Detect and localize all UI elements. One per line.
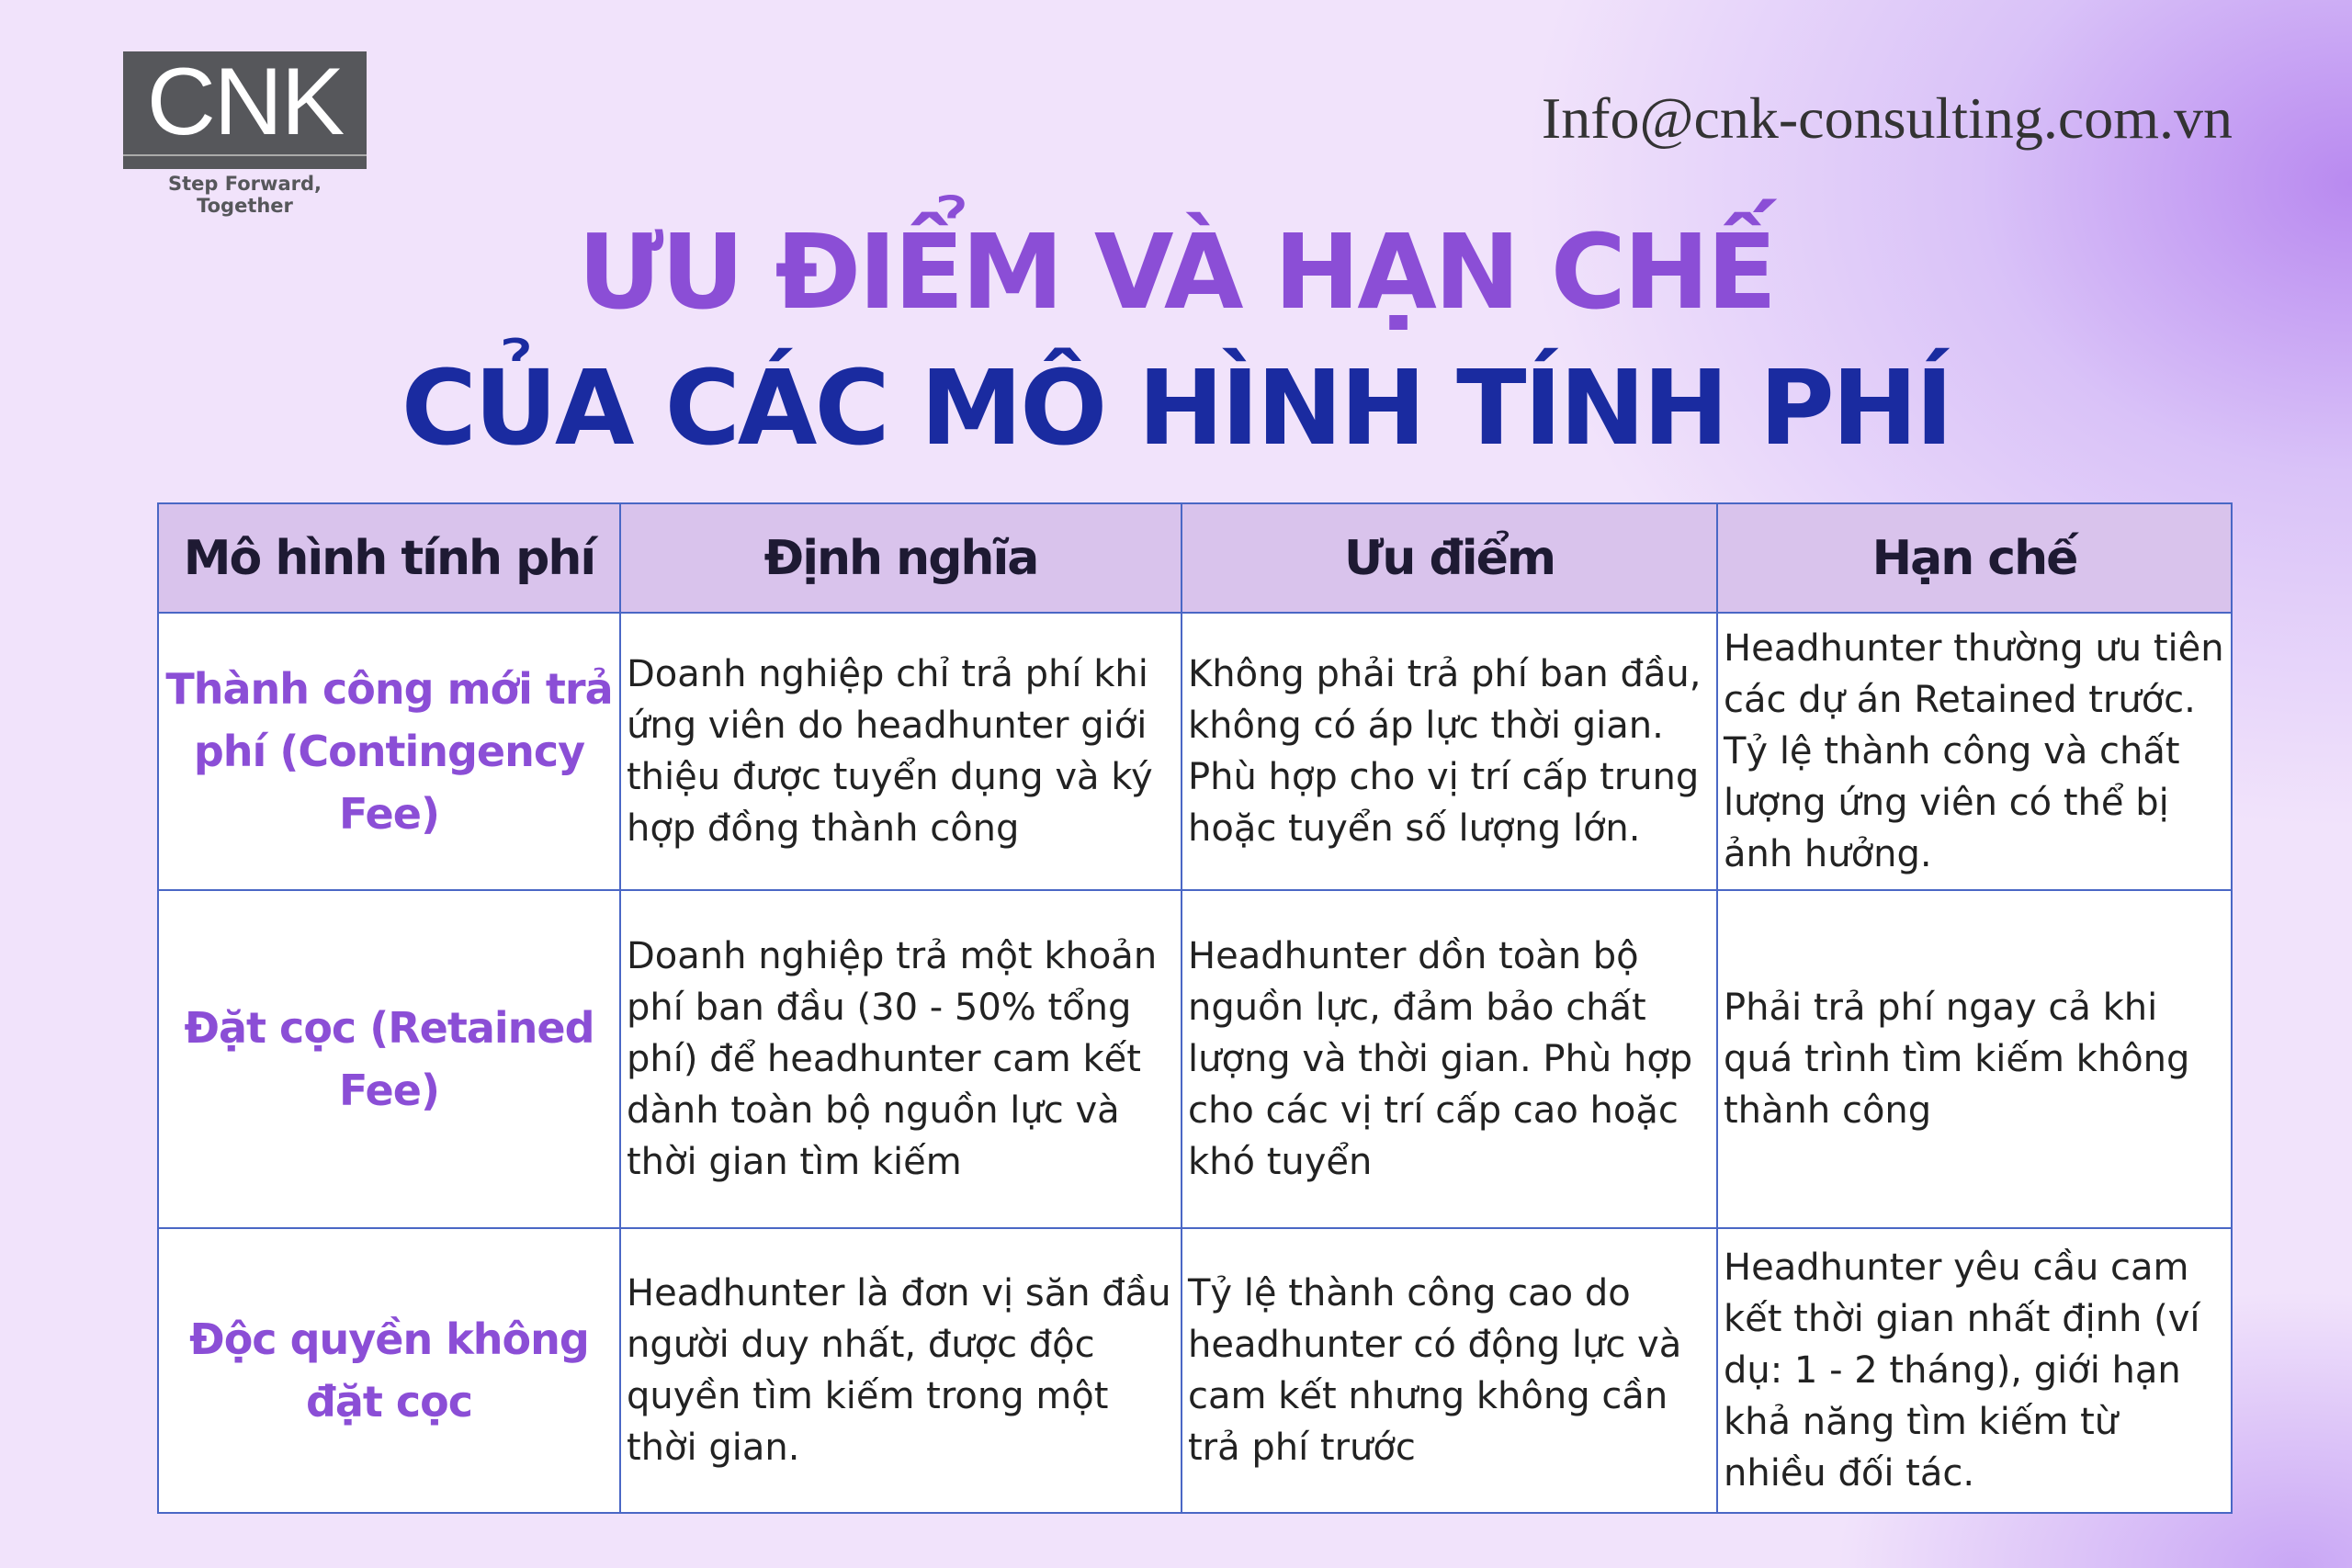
table-row — [158, 613, 2232, 890]
pros-cell: Không phải trả phí ban đầu, không có áp lực thời gian. Phù hợp cho vị trí cấp trung hoặc tuyển số lượng lớn. — [1182, 613, 1717, 890]
cons-cell: Headhunter yêu cầu cam kết thời gian nhất định (ví dụ: 1 - 2 tháng), giới hạn khả năng tìm kiếm từ nhiều đối tác. — [1717, 1228, 2232, 1513]
header-cons: Hạn chế — [1717, 503, 2232, 613]
cons-cell: Phải trả phí ngay cả khi quá trình tìm kiếm không thành công — [1717, 890, 2232, 1228]
header-definition: Định nghĩa — [620, 503, 1182, 613]
pros-cell: Tỷ lệ thành công cao do headhunter có động lực và cam kết nhưng không cần trả phí trước — [1182, 1228, 1717, 1513]
title-line-1: ƯU ĐIỂM VÀ HẠN CHẾ — [577, 213, 1775, 333]
table-header-row — [158, 503, 2232, 613]
table-row — [158, 890, 2232, 1228]
model-cell: Đặt cọc (Retained Fee) — [158, 890, 620, 1228]
definition-cell: Headhunter là đơn vị săn đầu người duy nhất, được độc quyền tìm kiếm trong một thời gian. — [620, 1228, 1182, 1513]
logo-box — [123, 48, 367, 169]
title-line-2: CỦA CÁC MÔ HÌNH TÍNH PHÍ — [401, 349, 1951, 468]
pros-cell: Headhunter dồn toàn bộ nguồn lực, đảm bảo chất lượng và thời gian. Phù hợp cho các vị trí cấp cao hoặc khó tuyển — [1182, 890, 1717, 1228]
header-pros: Ưu điểm — [1182, 503, 1717, 613]
header-model: Mô hình tính phí — [158, 503, 620, 613]
logo-text: CNK — [146, 48, 344, 155]
fee-models-table — [157, 502, 2233, 1514]
contact-email: Info@cnk-consulting.com.vn — [1541, 85, 2233, 151]
cnk-logo — [123, 48, 367, 217]
table-row — [158, 1228, 2232, 1513]
cons-cell: Headhunter thường ưu tiên các dự án Retained trước. Tỷ lệ thành công và chất lượng ứng viên có thể bị ảnh hưởng. — [1717, 613, 2232, 890]
model-cell: Thành công mới trả phí (Contingency Fee) — [158, 613, 620, 890]
definition-cell: Doanh nghiệp chỉ trả phí khi ứng viên do headhunter giới thiệu được tuyển dụng và ký hợp đồng thành công — [620, 613, 1182, 890]
definition-cell: Doanh nghiệp trả một khoản phí ban đầu (30 - 50% tổng phí) để headhunter cam kết dành toàn bộ nguồn lực và thời gian tìm kiếm — [620, 890, 1182, 1228]
logo-tagline: Step Forward, Together — [168, 173, 322, 217]
model-cell: Độc quyền không đặt cọc — [158, 1228, 620, 1513]
